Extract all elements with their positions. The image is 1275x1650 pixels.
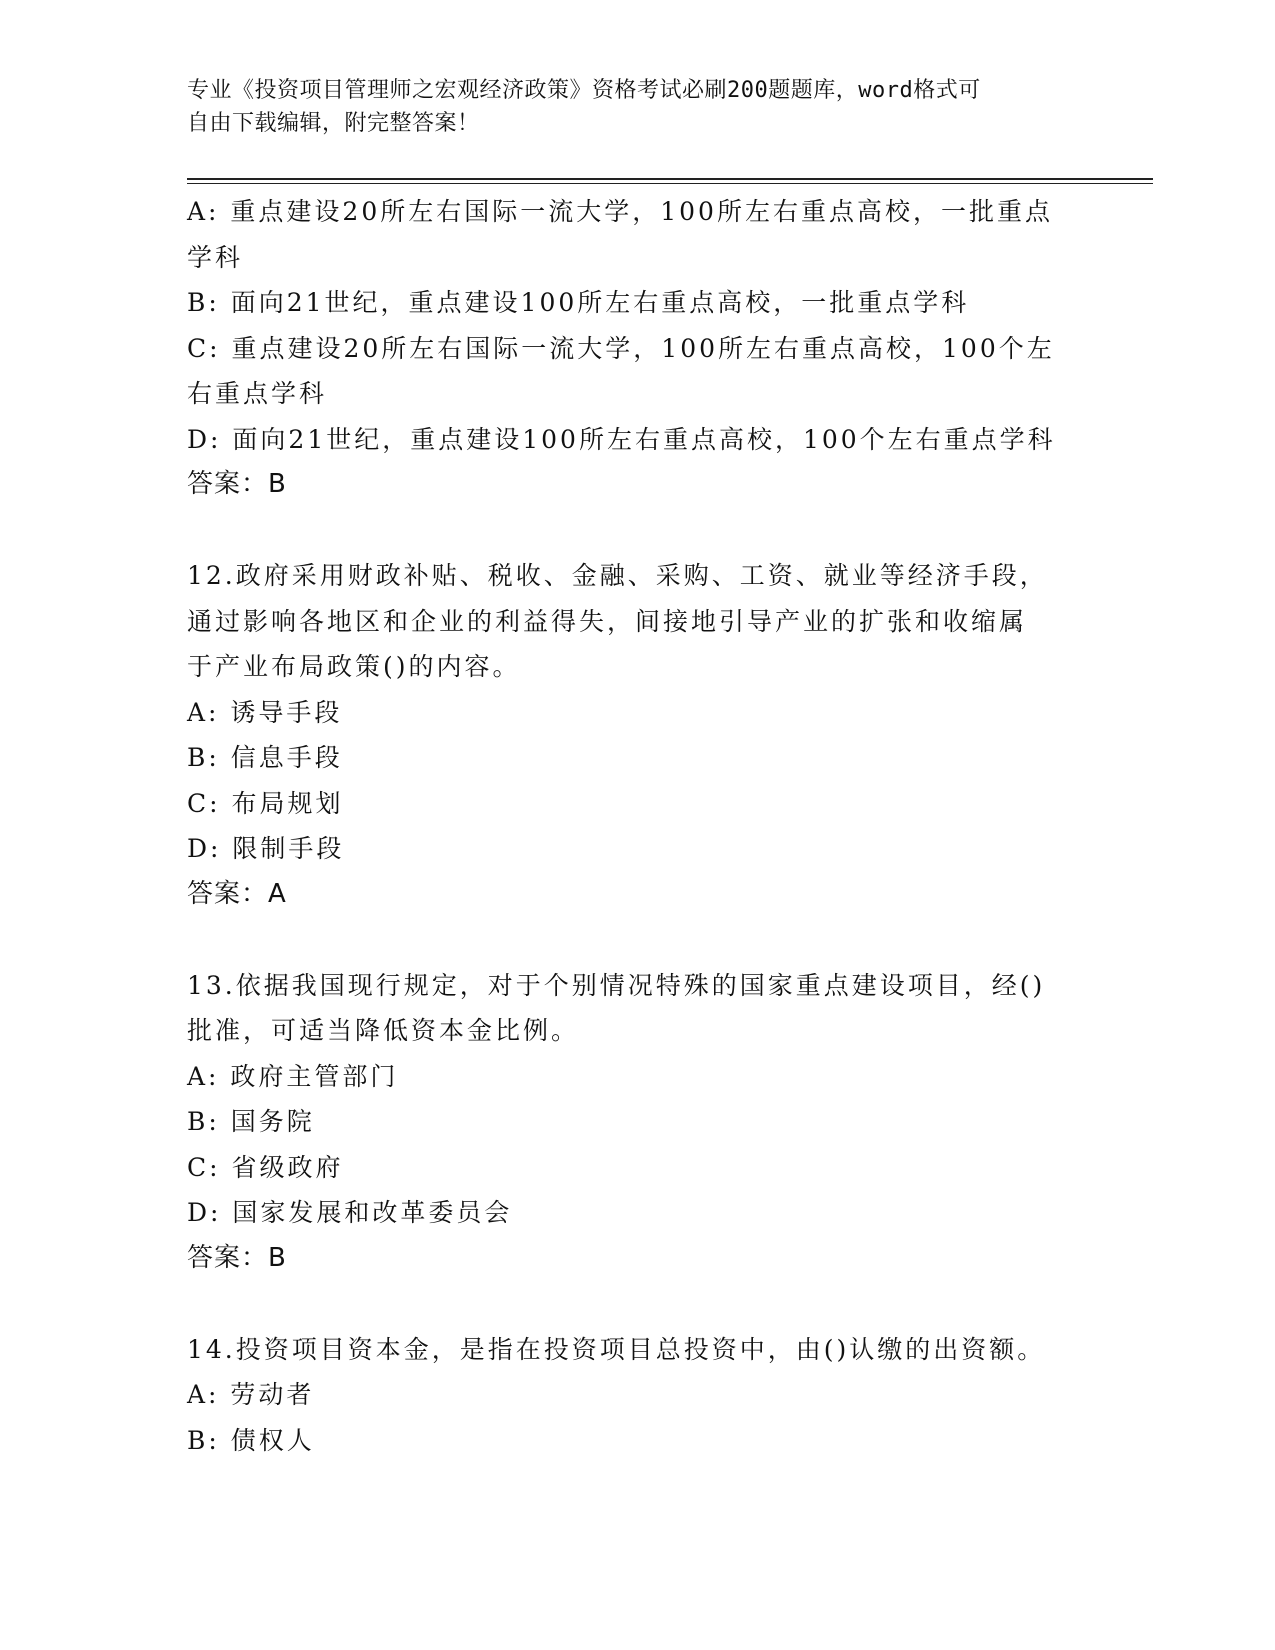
question-text-line-1: 13.依据我国现行规定，对于个别情况特殊的国家重点建设项目，经() <box>187 970 1046 1000</box>
question-text-line-2: 通过影响各地区和企业的利益得失，间接地引导产业的扩张和收缩属 <box>187 606 1028 636</box>
spacer <box>187 917 1127 963</box>
spacer <box>187 1281 1127 1327</box>
option-a: A: 政府主管部门 <box>187 1061 399 1091</box>
option-d: D: 限制手段 <box>187 834 345 863</box>
header-divider-thick <box>187 178 1153 180</box>
option-c: C: 省级政府 <box>187 1152 344 1182</box>
document-header <box>187 74 1087 140</box>
option-d: D: 国家发展和改革委员会 <box>187 1198 513 1227</box>
option-c-line-1: C: 重点建设20所左右国际一流大学，100所左右重点高校，100个左 <box>187 333 1055 363</box>
option-a-line-2: 学科 <box>187 242 244 272</box>
option-c-line-2: 右重点学科 <box>187 379 328 408</box>
question-text-line-2: 批准，可适当降低资本金比例。 <box>187 1016 580 1045</box>
option-a: A: 诱导手段 <box>187 697 343 727</box>
question-13 <box>187 963 1127 1282</box>
question-text-line-1: 14.投资项目资本金，是指在投资项目总投资中，由()认缴的出资额。 <box>187 1334 1046 1364</box>
option-c: C: 布局规划 <box>187 788 344 818</box>
question-11-options <box>187 189 1127 508</box>
question-12 <box>187 553 1127 917</box>
question-text-line-1: 12.政府采用财政补贴、税收、金融、采购、工资、就业等经济手段， <box>187 561 1048 590</box>
answer: 答案：B <box>187 1242 287 1273</box>
header-title-line-1: 专业《投资项目管理师之宏观经济政策》资格考试必刷200题题库，word格式可 <box>187 78 981 103</box>
option-d: D: 面向21世纪，重点建设100所左右重点高校，100个左右重点学科 <box>187 424 1056 454</box>
answer: 答案：A <box>187 878 287 909</box>
question-text-line-3: 于产业布局政策()的内容。 <box>187 652 521 681</box>
option-a-line-1: A: 重点建设20所左右国际一流大学，100所左右重点高校，一批重点 <box>187 197 1053 226</box>
answer: 答案：B <box>187 469 287 499</box>
option-a: A: 劳动者 <box>187 1380 315 1409</box>
header-title-line-2: 自由下载编辑，附完整答案！ <box>187 111 480 136</box>
option-b: B: 债权人 <box>187 1425 315 1455</box>
header-divider-thin <box>187 183 1153 184</box>
document-body <box>187 189 1127 1463</box>
spacer <box>187 508 1127 554</box>
option-b: B: 国务院 <box>187 1107 315 1136</box>
option-b: B: 面向21世纪，重点建设100所左右重点高校，一批重点学科 <box>187 288 970 317</box>
option-b: B: 信息手段 <box>187 743 343 772</box>
question-14 <box>187 1327 1127 1464</box>
